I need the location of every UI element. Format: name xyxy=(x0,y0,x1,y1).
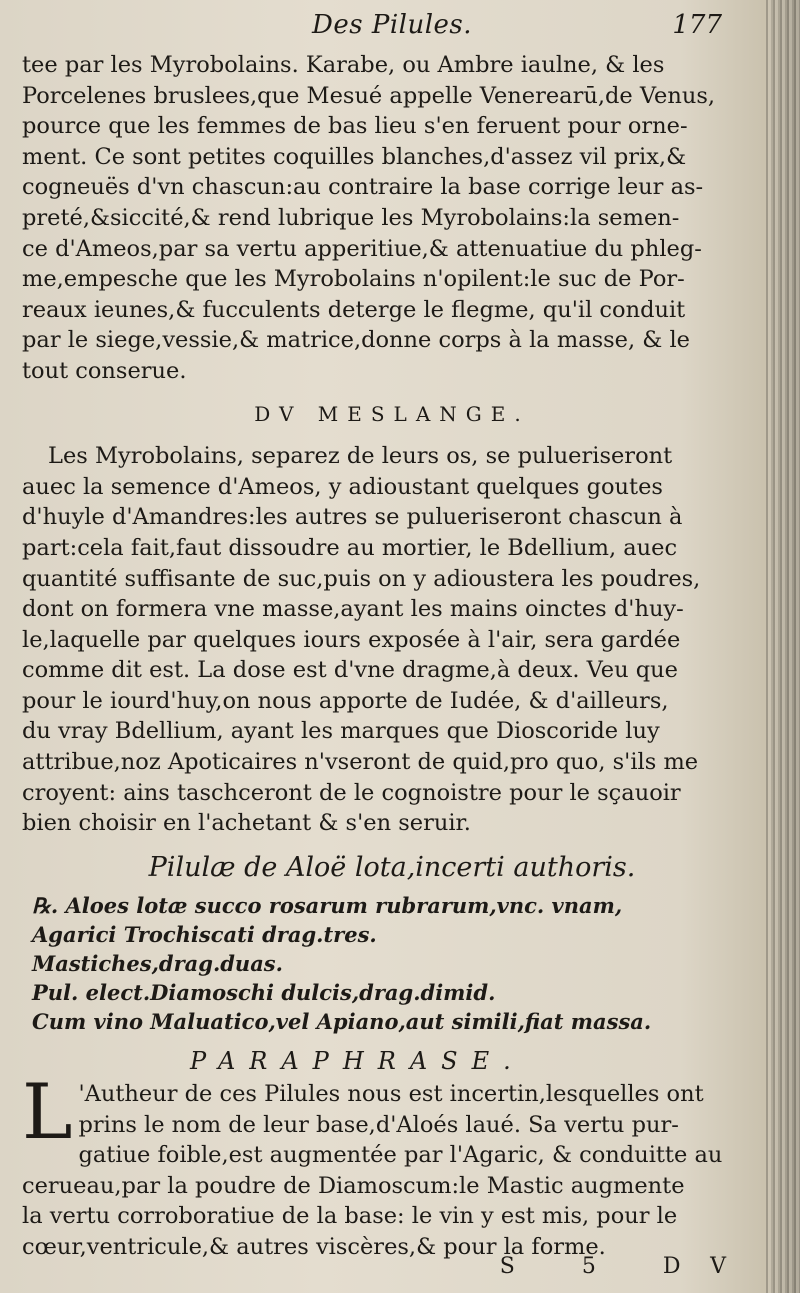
page-header xyxy=(22,0,762,42)
running-head: Des Pilules. xyxy=(311,10,473,40)
text-line: prins le nom de leur base,d'Aloés laué. Sa vertu pur- xyxy=(78,1111,679,1138)
text-line: par le siege,vessie,& matrice,donne corps à la masse, & le xyxy=(22,327,690,354)
text-line: attribue,noz Apoticaires n'vseront de quid,pro quo, s'ils me xyxy=(22,749,699,776)
text-line: gatiue foible,est augmentée par l'Agaric, & conduitte au xyxy=(78,1142,723,1169)
text-line: ment. Ce sont petites coquilles blanches,d'assez vil prix,& xyxy=(22,143,687,170)
recipe-list xyxy=(22,891,762,1036)
text-line: pour le iourd'huy,on nous apporte de Iudée, & d'ailleurs, xyxy=(22,687,669,714)
text-line: ce d'Ameos,par sa vertu apperitiue,& attenuatiue du phleg- xyxy=(22,235,702,262)
paragraph-2 xyxy=(22,441,762,839)
recipe-title: Pilulæ de Aloë lota,incerti authoris. xyxy=(148,851,636,883)
section-heading-meslange: DV MESLANGE. xyxy=(254,401,530,426)
text-line: part:cela fait,faut dissoudre au mortier, le Bdellium, auec xyxy=(22,534,678,561)
text-line: Porcelenes bruslees,que Mesué appelle Venerearū,de Venus, xyxy=(22,82,716,109)
page-number: 177 xyxy=(672,10,722,40)
text-line: me,empesche que les Myrobolains n'opilent:le suc de Por- xyxy=(22,266,685,293)
page-text xyxy=(22,0,762,1263)
recipe-line: ℞. Aloes lotæ succo rosarum rubrarum,vnc. vnam, xyxy=(32,893,623,919)
text-line: preté,&siccité,& rend lubrique les Myrobolains:la semen- xyxy=(22,204,680,231)
paragraph-3 xyxy=(22,1067,762,1263)
text-line: dont on formera vne masse,ayant les mains oinctes d'huy- xyxy=(22,596,684,623)
text-line: la vertu corroboratiue de la base: le vin y est mis, pour le xyxy=(22,1203,678,1230)
text-line: bien choisir en l'achetant & s'en seruir. xyxy=(22,810,471,837)
text-line: du vray Bdellium, ayant les marques que Dioscoride luy xyxy=(22,718,660,745)
page-edge xyxy=(766,0,800,1293)
drop-cap: L xyxy=(22,1067,73,1157)
text-line: le,laquelle par quelques iours exposée à l'air, sera gardée xyxy=(22,626,681,653)
text-line: d'huyle d'Amandres:les autres se pulueriseront chascun à xyxy=(22,504,683,531)
recipe-line: Mastiches,drag.duas. xyxy=(32,951,283,977)
text-line: tee par les Myrobolains. Karabe, ou Ambre iaulne, & les xyxy=(22,52,665,78)
text-line: cerueau,par la poudre de Diamoscum:le Mastic augmente xyxy=(22,1172,685,1199)
paragraph-1 xyxy=(22,50,762,387)
text-line: cœur,ventricule,& autres viscères,& pour la forme. xyxy=(22,1234,606,1260)
recipe-line: Agarici Trochiscati drag.tres. xyxy=(32,922,377,948)
text-line: auec la semence d'Ameos, y adioustant quelques goutes xyxy=(22,473,663,500)
text-line: tout conserue. xyxy=(22,357,187,384)
text-line: pource que les femmes de bas lieu s'en feruent pour orne- xyxy=(22,113,688,140)
text-line: quantité suffisante de suc,puis on y adioustera les poudres, xyxy=(22,565,701,592)
text-line: comme dit est. La dose est d'vne dragme,à deux. Veu que xyxy=(22,657,678,684)
text-line: 'Autheur de ces Pilules nous est incertin,lesquelles ont xyxy=(78,1081,704,1108)
section-heading-paraphrase: PARAPHRASE. xyxy=(190,1047,525,1076)
text-line: Les Myrobolains, separez de leurs os, se pulueriseront xyxy=(48,443,673,470)
recipe-line: Cum vino Maluatico,vel Apiano,aut simili,fiat massa. xyxy=(32,1009,652,1035)
text-line: croyent: ains taschceront de le cognoistre pour le sçauoir xyxy=(22,779,681,806)
text-line: reaux ieunes,& fucculents deterge le flegme, qu'il conduit xyxy=(22,296,686,323)
text-line: cogneuës d'vn chascun:au contraire la base corrige leur as- xyxy=(22,174,704,201)
recipe-line: Pul. elect.Diamoschi dulcis,drag.dimid. xyxy=(32,980,496,1006)
catchword: S 5 DV xyxy=(499,1254,756,1279)
